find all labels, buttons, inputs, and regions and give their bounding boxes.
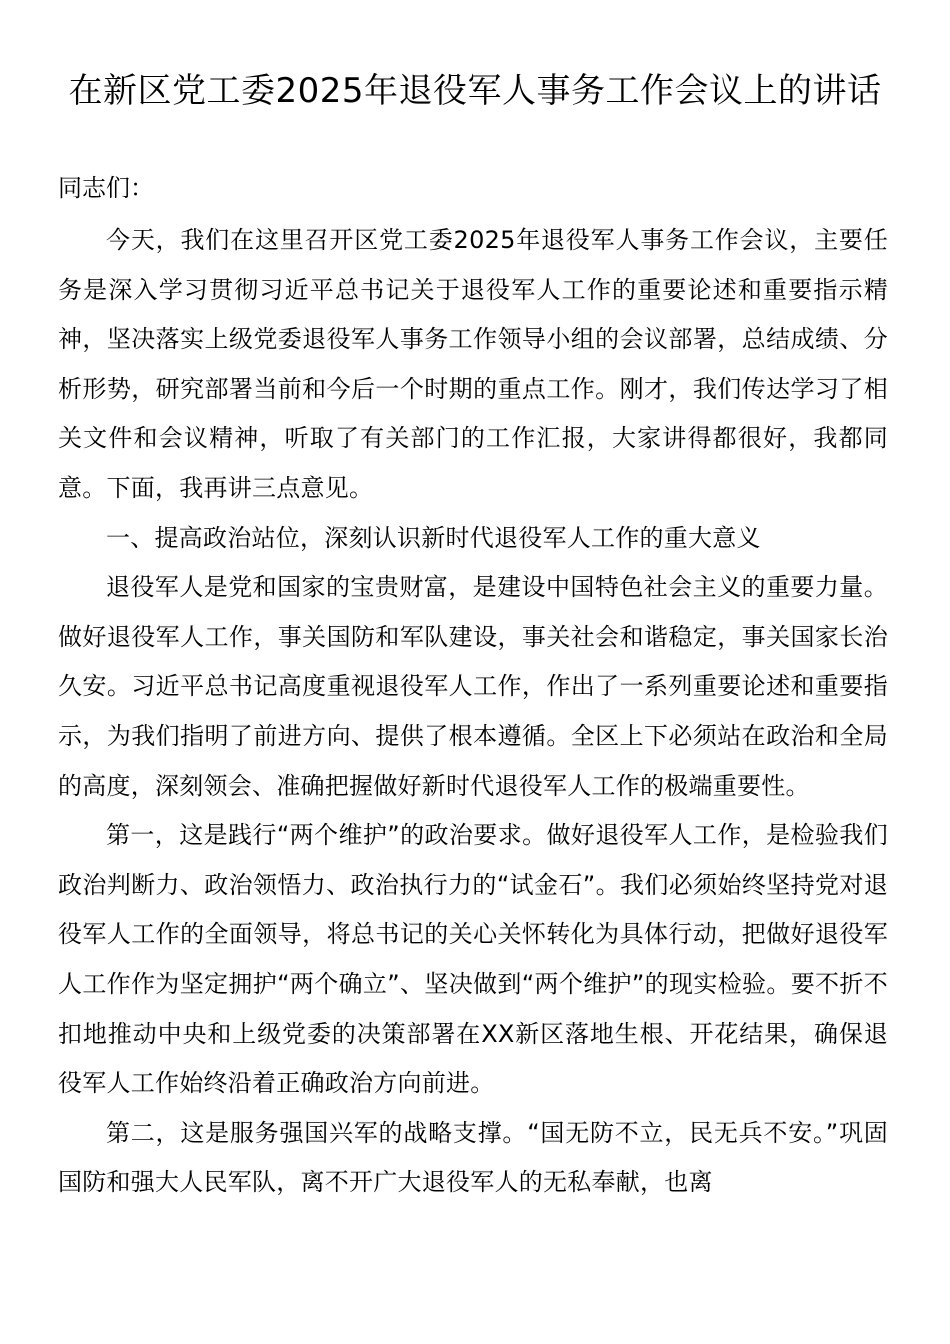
document-title: 在新区党工委2025年退役军人事务工作会议上的讲话 (68, 71, 882, 111)
paragraph-point-2: 第二，这是服务强国兴军的战略支撑。“国无防不立，民无兵不安。”巩固国防和强大人民军队，离不开广大退役军人的无私奉献，也离 (58, 1118, 888, 1197)
section-heading-1: 一、提高政治站位，深刻认识新时代退役军人工作的重大意义 (106, 523, 761, 552)
paragraph-point-1: 第一，这是践行“两个维护”的政治要求。做好退役军人工作，是检验我们政治判断力、政治领悟力、政治执行力的“试金石”。我们必须始终坚持党对退役军人工作的全面领导，将总书记的关心关怀转化为具体行动，把做好退役军人工作作为坚定拥护“两个确立”、坚决做到“两个维护”的现实检验。要不折不扣地推动中央和上级党委的决策部署在XX新区落地生根、开花结果，确保退役军人工作始终沿着正确政治方向前进。 (58, 821, 888, 1098)
document-body (58, 216, 888, 1208)
paragraph-significance: 退役军人是党和国家的宝贵财富，是建设中国特色社会主义的重要力量。做好退役军人工作，事关国防和军队建设，事关社会和谐稳定，事关国家长治久安。习近平总书记高度重视退役军人工作，作出了一系列重要论述和重要指示，为我们指明了前进方向、提供了根本遵循。全区上下必须站在政治和全局的高度，深刻领会、准确把握做好新时代退役军人工作的极端重要性。 (58, 573, 888, 800)
salutation: 同志们： (58, 174, 154, 202)
paragraph-opening: 今天，我们在这里召开区党工委2025年退役军人事务工作会议，主要任务是深入学习贯彻习近平总书记关于退役军人工作的重要论述和重要指示精神，坚决落实上级党委退役军人事务工作领导小组的会议部署，总结成绩、分析形势，研究部署当前和今后一个时期的重点工作。刚才，我们传达学习了相关文件和会议精神，听取了有关部门的工作汇报，大家讲得都很好，我都同意。下面，我再讲三点意见。 (58, 226, 888, 502)
